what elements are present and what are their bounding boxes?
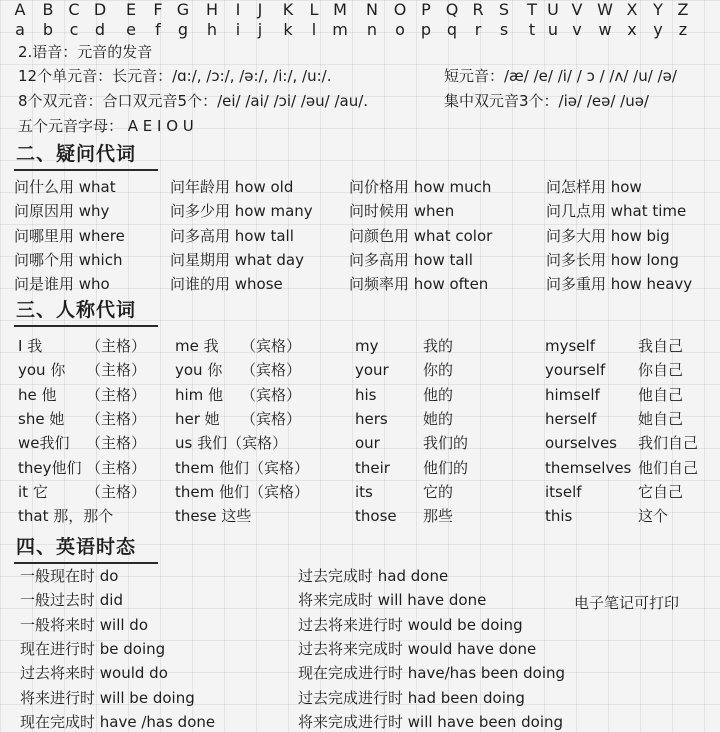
reflexive-pronoun: yourself [545, 361, 606, 380]
reflexive-pronoun-cn: 他自己 [638, 385, 684, 404]
letter-upper: X [626, 0, 638, 19]
interrogative-entry: 问频率用 how often [349, 275, 489, 294]
possessive-pronoun-cn: 它的 [423, 482, 454, 501]
letter-upper: B [42, 0, 54, 19]
possessive-pronoun: those [355, 507, 397, 526]
reflexive-pronoun-cn: 我们自己 [638, 434, 699, 453]
object-case-tag: （宾格） [241, 385, 302, 404]
possessive-pronoun-cn: 我们的 [423, 434, 469, 453]
tense-entry: 过去完成时 had done [298, 567, 449, 585]
subject-case-tag: （主格） [86, 337, 147, 355]
monophthongs-line: 12个单元音：长元音：/ɑ:/, /ɔ:/, /ə:/, /i:/, /u:/. [18, 67, 332, 85]
letter-upper: O [393, 0, 407, 19]
letter-lower: u [547, 20, 559, 39]
reflexive-pronoun: herself [545, 409, 597, 428]
interrogative-entry: 问年龄用 how old [170, 178, 294, 196]
interrogative-entry: 问颜色用 what color [349, 226, 493, 245]
reflexive-pronoun: himself [545, 385, 600, 404]
interrogative-entry: 问哪里用 where [14, 226, 125, 245]
interrogative-entry: 问时候用 when [349, 202, 455, 221]
letter-upper: Y [653, 0, 663, 19]
interrogative-entry: 问哪个用 which [14, 250, 123, 269]
letter-upper: H [205, 0, 219, 19]
letter-upper: A [14, 0, 26, 19]
object-pronoun: them 他们（宾格） [175, 482, 309, 501]
subject-pronoun: we我们 [18, 434, 70, 453]
subject-case-tag: （主格） [86, 361, 147, 380]
reflexive-pronoun-cn: 它自己 [638, 482, 684, 501]
letter-upper: Q [445, 0, 459, 19]
tense-entry: 一般现在时 do [20, 567, 119, 585]
tense-entry: 一般过去时 did [20, 591, 123, 610]
letter-upper: N [366, 0, 378, 19]
object-pronoun: these 这些 [175, 507, 252, 526]
tense-entry: 过去将来完成时 would have done [298, 639, 537, 658]
subject-case-tag: （主格） [86, 409, 147, 428]
letter-upper: T [527, 0, 537, 19]
interrogative-entry: 问星期用 what day [170, 250, 304, 269]
possessive-pronoun: their [355, 458, 390, 477]
interrogative-entry: 问什么用 what [14, 178, 116, 196]
vowel-letters-line: 五个元音字母： A E I O U [18, 117, 194, 135]
tense-entry: 现在完成时 have /has done [20, 712, 216, 731]
letter-lower: g [177, 20, 189, 39]
letter-lower: o [395, 20, 405, 39]
object-case-tag: （宾格） [241, 361, 302, 380]
tense-entry: 过去将来时 would do [20, 664, 168, 683]
letter-upper: J [257, 0, 263, 19]
alphabet-uppercase-row [0, 0, 720, 20]
possessive-pronoun-cn: 他们的 [423, 458, 469, 477]
possessive-pronoun: its [355, 482, 373, 501]
letter-lower: r [474, 20, 482, 39]
letter-lower: c [69, 20, 79, 39]
section-interrogative-title: 二、疑问代词 [16, 143, 137, 165]
alphabet-lowercase-row [0, 20, 720, 40]
letter-upper: G [176, 0, 190, 19]
interrogative-entry: 问是谁用 who [14, 275, 110, 294]
tense-entry: 现在完成进行时 have/has been doing [298, 664, 566, 683]
object-pronoun: you 你 [175, 361, 223, 380]
subject-pronoun: he 他 [18, 385, 57, 404]
subject-pronoun: you 你 [18, 361, 66, 380]
section-interrogative-underline [14, 169, 158, 171]
letter-upper: W [597, 0, 613, 19]
letter-lower: y [653, 20, 663, 39]
letter-lower: n [366, 20, 378, 39]
possessive-pronoun: his [355, 385, 377, 404]
tense-entry: 将来进行时 will be doing [20, 688, 195, 707]
letter-lower: q [446, 20, 458, 39]
tense-entry: 将来完成时 will have done [298, 591, 487, 610]
tense-entry: 现在进行时 be doing [20, 639, 166, 658]
reflexive-pronoun-cn: 我自己 [638, 337, 684, 355]
subject-case-tag: （主格） [86, 458, 147, 477]
reflexive-pronoun: ourselves [545, 434, 617, 453]
letter-lower: m [332, 20, 348, 39]
letter-upper: L [309, 0, 319, 19]
interrogative-entry: 问原因用 why [14, 202, 110, 221]
printable-note: 电子笔记可打印 [574, 594, 680, 612]
reflexive-pronoun-cn: 他们自己 [638, 458, 699, 477]
tense-entry: 过去完成进行时 had been doing [298, 688, 525, 707]
interrogative-entry: 问多少用 how many [170, 202, 313, 221]
letter-lower: s [499, 20, 509, 39]
letter-upper: K [282, 0, 294, 19]
section-tenses-title: 四、英语时态 [16, 536, 137, 558]
object-pronoun: them 他们（宾格） [175, 458, 309, 477]
letter-lower: f [155, 20, 161, 39]
section-pronouns-underline [14, 325, 158, 327]
interrogative-entry: 问谁的用 whose [170, 275, 283, 294]
interrogative-entry: 问怎样用 how [546, 178, 642, 196]
subject-pronoun: that 那，那个 [18, 507, 114, 526]
letter-lower: k [283, 20, 293, 39]
interrogative-entry: 问多高用 how tall [349, 250, 473, 269]
interrogative-entry: 问多大用 how big [546, 226, 670, 245]
reflexive-pronoun-cn: 你自己 [638, 361, 684, 380]
subject-case-tag: （主格） [86, 482, 147, 501]
letter-upper: E [125, 0, 137, 19]
object-case-tag: （宾格） [241, 409, 302, 428]
subject-case-tag: （主格） [86, 434, 147, 453]
section-tenses-underline [14, 562, 158, 564]
letter-lower: e [126, 20, 136, 39]
letter-lower: l [311, 20, 317, 39]
letter-lower: z [678, 20, 688, 39]
centering-diphthongs-line: 集中双元音3个：/iə/ /eə/ /uə/ [444, 92, 649, 110]
letter-upper: P [421, 0, 431, 19]
letter-lower: x [627, 20, 637, 39]
section-pronouns-title: 三、人称代词 [16, 299, 137, 321]
tense-entry: 一般将来时 will do [20, 615, 149, 634]
object-pronoun: me 我 [175, 337, 219, 355]
possessive-pronoun: our [355, 434, 380, 453]
tense-entry: 将来完成进行时 will have been doing [298, 712, 564, 731]
letter-lower: v [572, 20, 582, 39]
subject-pronoun: she 她 [18, 409, 65, 428]
interrogative-entry: 问多长用 how long [546, 250, 679, 269]
letter-upper: V [571, 0, 583, 19]
subject-pronoun: I 我 [18, 337, 43, 355]
object-pronoun: him 他 [175, 385, 224, 404]
reflexive-pronoun: itself [545, 482, 582, 501]
possessive-pronoun-cn: 我的 [423, 337, 454, 355]
letter-upper: R [472, 0, 484, 19]
interrogative-entry: 问价格用 how much [349, 178, 492, 196]
object-pronoun: us 我们（宾格） [175, 434, 288, 453]
letter-lower: b [42, 20, 54, 39]
possessive-pronoun-cn: 那些 [423, 507, 454, 526]
interrogative-entry: 问多高用 how tall [170, 226, 294, 245]
letter-upper: M [333, 0, 347, 19]
short-vowels-line: 短元音：/æ/ /e/ /i/ / ɔ / /ʌ/ /u/ /ə/ [444, 67, 677, 85]
subject-pronoun: they他们 [18, 458, 82, 477]
letter-lower: d [94, 20, 106, 39]
phonetics-title: 2.语音：元音的发音 [18, 43, 153, 61]
letter-lower: j [257, 20, 263, 39]
object-pronoun: her 她 [175, 409, 220, 428]
letter-lower: h [206, 20, 218, 39]
letter-lower: w [598, 20, 612, 39]
possessive-pronoun-cn: 她的 [423, 409, 454, 428]
possessive-pronoun: my [355, 337, 379, 355]
letter-upper: Z [677, 0, 689, 19]
letter-upper: S [498, 0, 510, 19]
possessive-pronoun-cn: 你的 [423, 361, 454, 380]
tense-entry: 过去将来进行时 would be doing [298, 615, 523, 634]
reflexive-pronoun: myself [545, 337, 595, 355]
reflexive-pronoun: this [545, 507, 573, 526]
interrogative-entry: 问多重用 how heavy [546, 275, 693, 294]
letter-upper: F [153, 0, 163, 19]
letter-upper: C [68, 0, 80, 19]
diphthongs-line: 8个双元音：合口双元音5个：/ei/ /ai/ /ɔi/ /əu/ /au/. [18, 92, 369, 110]
interrogative-entry: 问几点用 what time [546, 202, 687, 221]
letter-lower: p [420, 20, 432, 39]
possessive-pronoun: your [355, 361, 389, 380]
reflexive-pronoun: themselves [545, 458, 632, 477]
letter-lower: t [528, 20, 536, 39]
subject-pronoun: it 它 [18, 482, 48, 501]
reflexive-pronoun-cn: 这个 [638, 507, 669, 526]
possessive-pronoun-cn: 他的 [423, 385, 454, 404]
reflexive-pronoun-cn: 她自己 [638, 409, 684, 428]
letter-lower: a [15, 20, 25, 39]
object-case-tag: （宾格） [241, 337, 302, 355]
subject-case-tag: （主格） [86, 385, 147, 404]
letter-upper: U [547, 0, 559, 19]
letter-lower: i [235, 20, 241, 39]
possessive-pronoun: hers [355, 409, 388, 428]
letter-upper: D [93, 0, 107, 19]
letter-upper: I [235, 0, 241, 19]
